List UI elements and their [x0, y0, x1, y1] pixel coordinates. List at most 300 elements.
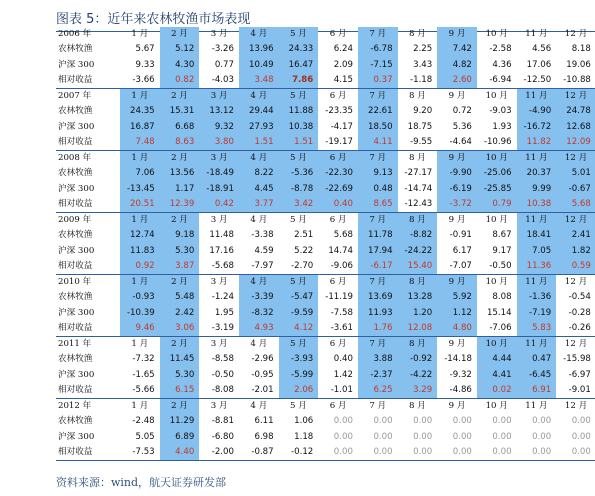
month-header: 10 月	[485, 277, 508, 287]
data-cell: 16.87	[120, 120, 160, 135]
row-label: 相对收益	[58, 260, 93, 271]
data-cell: 12.74	[120, 228, 160, 243]
data-cell: 6.68	[160, 120, 200, 135]
data-cell: -2.58	[489, 44, 512, 55]
data-cell: -1.18	[410, 74, 433, 85]
table-row	[56, 445, 595, 460]
table-row	[56, 306, 595, 321]
data-cell: 11.93	[358, 306, 398, 321]
data-cell: 5.68	[333, 230, 353, 241]
data-cell: -7.97	[251, 260, 274, 271]
month-header: 8 月	[398, 213, 438, 228]
data-cell: -11.19	[325, 292, 353, 303]
data-cell: 1.06	[294, 416, 314, 427]
month-header: 1 月	[131, 29, 149, 39]
month-header: 1 月	[131, 401, 149, 411]
year-block	[56, 399, 595, 461]
data-cell: 0.00	[413, 446, 433, 457]
month-header: 9 月	[437, 27, 477, 42]
row-label: 农林牧渔	[58, 230, 93, 241]
year-header-row	[56, 89, 595, 104]
data-cell: -2.48	[132, 416, 155, 427]
data-cell: -8.32	[239, 306, 279, 321]
data-cell: -9.32	[449, 369, 472, 380]
data-cell: -24.22	[398, 244, 438, 259]
data-cell: 3.43	[413, 59, 433, 70]
data-cell: 5.22	[294, 245, 314, 256]
month-header: 5 月	[279, 89, 319, 104]
data-cell: -0.92	[398, 352, 438, 367]
data-cell: 5.01	[556, 166, 595, 181]
table-row	[56, 228, 595, 243]
year-header-row	[56, 337, 595, 352]
year-label: 2011 年	[58, 339, 92, 349]
year-label: 2009 年	[58, 215, 92, 225]
table-row	[56, 321, 595, 336]
data-cell: 6.25	[358, 383, 398, 398]
month-header: 11 月	[525, 401, 548, 411]
data-cell: 0.00	[452, 431, 472, 442]
data-cell: 0.00	[413, 431, 433, 442]
data-cell: 4.11	[358, 135, 398, 150]
data-cell: -9.03	[489, 106, 512, 117]
data-cell: 13.69	[358, 290, 398, 305]
data-cell: -4.90	[517, 104, 557, 119]
data-cell: 9.99	[517, 182, 557, 197]
table-row	[56, 290, 595, 305]
data-cell: -9.59	[279, 306, 319, 321]
data-cell: 13.12	[199, 104, 239, 119]
data-cell: 1.20	[398, 306, 438, 321]
data-cell: 0.00	[333, 431, 353, 442]
data-cell: 8.65	[358, 197, 398, 212]
data-cell: 0.42	[199, 197, 239, 212]
month-header: 12 月	[556, 151, 595, 166]
data-cell: 15.31	[160, 104, 200, 119]
data-cell: -4.03	[211, 74, 234, 85]
month-header: 6 月	[329, 215, 347, 225]
month-header: 6 月	[329, 339, 347, 349]
data-cell: 0.47	[517, 352, 557, 367]
data-cell: -7.53	[132, 446, 155, 457]
data-cell: 5.30	[160, 244, 200, 259]
table-row	[56, 120, 595, 135]
data-cell: 0.00	[373, 416, 393, 427]
data-cell: 15.40	[398, 259, 438, 274]
data-cell: -13.45	[120, 182, 160, 197]
data-cell: 2.41	[556, 228, 595, 243]
month-header: 12 月	[564, 277, 588, 287]
data-cell: -10.39	[120, 306, 160, 321]
month-header: 1 月	[120, 89, 160, 104]
row-label: 沪深 300	[58, 431, 95, 442]
year-header-row	[56, 399, 595, 414]
data-cell: -18.49	[199, 166, 239, 181]
data-cell: 0.00	[333, 446, 353, 457]
data-cell: 15.14	[486, 307, 512, 318]
month-header: 5 月	[279, 275, 319, 290]
data-cell: -8.82	[398, 228, 438, 243]
data-cell: 11.88	[279, 104, 319, 119]
year-block	[56, 275, 595, 337]
data-cell: 0.00	[373, 431, 393, 442]
data-cell: 6.17	[452, 245, 472, 256]
month-header: 1 月	[120, 275, 160, 290]
data-cell: 19.06	[566, 59, 591, 70]
data-cell: 10.38	[279, 120, 319, 135]
month-header: 2 月	[160, 89, 200, 104]
month-header: 6 月	[318, 151, 358, 166]
data-cell: 5.68	[556, 197, 595, 212]
data-cell: -0.50	[489, 260, 512, 271]
data-cell: 0.00	[452, 416, 472, 427]
data-cell: -5.47	[279, 290, 319, 305]
data-cell: 4.80	[437, 321, 477, 336]
month-header: 10 月	[485, 91, 508, 101]
table-row	[56, 197, 595, 212]
year-block	[56, 213, 595, 275]
data-cell: 12.68	[556, 120, 595, 135]
data-cell: -27.17	[404, 168, 433, 179]
row-label: 沪深 300	[58, 59, 95, 70]
data-cell: -2.37	[358, 368, 398, 383]
data-cell: 4.44	[477, 352, 517, 367]
data-cell: 12.39	[160, 197, 200, 212]
data-cell: -22.69	[318, 182, 358, 197]
data-cell: -0.12	[291, 446, 314, 457]
data-cell: 4.30	[160, 58, 200, 73]
data-cell: -7.58	[330, 307, 353, 318]
data-cell: 9.13	[358, 166, 398, 181]
data-cell: -6.94	[489, 74, 512, 85]
data-cell: 3.87	[160, 259, 200, 274]
data-cell: 3.06	[160, 321, 200, 336]
data-cell: 4.59	[254, 245, 274, 256]
row-label: 沪深 300	[58, 121, 95, 132]
data-cell: 1.82	[556, 244, 595, 259]
data-cell: 1.42	[333, 369, 353, 380]
month-header: 5 月	[279, 27, 319, 42]
data-cell: -3.66	[132, 74, 155, 85]
data-cell: -18.91	[199, 182, 239, 197]
data-cell: 0.00	[333, 416, 353, 427]
data-cell: -9.55	[410, 136, 433, 147]
data-cell: 7.06	[120, 166, 160, 181]
month-header: 1 月	[120, 151, 160, 166]
table-row	[56, 244, 595, 259]
data-cell: 3.48	[239, 73, 279, 88]
data-cell: -3.61	[330, 322, 353, 333]
data-cell: 10.49	[239, 58, 279, 73]
year-block	[56, 151, 595, 213]
year-header-row	[56, 213, 595, 228]
data-cell: 20.51	[120, 197, 160, 212]
data-cell: -0.93	[120, 290, 160, 305]
data-cell: 11.36	[517, 259, 557, 274]
data-cell: 1.18	[294, 431, 314, 442]
data-cell: -8.08	[211, 384, 234, 395]
month-header: 11 月	[517, 275, 557, 290]
data-cell: 5.12	[160, 42, 200, 57]
data-cell: 0.82	[160, 73, 200, 88]
data-cell: -2.96	[251, 354, 274, 365]
data-cell: 2.51	[294, 230, 314, 241]
month-header: 2 月	[160, 275, 200, 290]
data-cell: 11.45	[160, 352, 200, 367]
data-cell: -9.90	[437, 166, 477, 181]
data-cell: 7.86	[279, 73, 319, 88]
data-cell: 0.40	[333, 354, 353, 365]
month-header: 5 月	[290, 401, 307, 411]
month-header: 11 月	[517, 213, 557, 228]
year-block	[56, 337, 595, 399]
data-cell: 6.89	[160, 430, 200, 445]
data-cell: -23.35	[325, 106, 353, 117]
month-header: 12 月	[556, 213, 595, 228]
row-label: 沪深 300	[58, 307, 95, 318]
data-cell: 0.40	[318, 197, 358, 212]
month-header: 3 月	[210, 215, 228, 225]
data-cell: 0.02	[477, 383, 517, 398]
data-cell: 0.00	[532, 431, 552, 442]
data-cell: -7.19	[517, 306, 557, 321]
month-header: 11 月	[517, 337, 557, 352]
data-cell: -12.50	[523, 74, 552, 85]
table-row	[56, 58, 595, 73]
month-header: 8 月	[409, 91, 426, 101]
data-cell: -8.58	[211, 354, 234, 365]
data-cell: 6.15	[160, 383, 200, 398]
data-cell: -0.95	[251, 369, 274, 380]
data-cell: 12.08	[398, 321, 438, 336]
data-cell: -14.74	[404, 183, 433, 194]
data-cell: 8.22	[239, 166, 279, 181]
data-cell: 2.06	[279, 383, 319, 398]
row-label: 农林牧渔	[58, 416, 93, 427]
row-label: 相对收益	[58, 446, 93, 457]
month-header: 9 月	[437, 151, 477, 166]
data-cell: 24.78	[556, 104, 595, 119]
month-header: 9 月	[448, 91, 466, 101]
data-cell: 3.29	[398, 383, 438, 398]
data-cell: -7.32	[132, 354, 155, 365]
month-header: 7 月	[369, 401, 387, 411]
row-label: 沪深 300	[58, 183, 95, 194]
data-cell: -1.36	[517, 290, 557, 305]
data-cell: -2.70	[291, 260, 314, 271]
month-header: 2 月	[160, 337, 200, 352]
data-cell: -6.80	[211, 431, 234, 442]
data-cell: -6.97	[568, 369, 591, 380]
month-header: 6 月	[329, 401, 347, 411]
data-cell: 27.93	[239, 120, 279, 135]
data-cell: -4.86	[449, 384, 472, 395]
data-cell: -22.30	[318, 166, 358, 181]
source-note: 资料来源：wind，航天证券研发部	[56, 476, 227, 489]
row-label: 农林牧渔	[58, 106, 93, 117]
data-cell: 6.98	[254, 431, 274, 442]
data-cell: -3.93	[279, 352, 319, 367]
data-cell: -3.38	[251, 230, 274, 241]
data-cell: 4.36	[492, 59, 512, 70]
data-cell: 17.06	[526, 59, 552, 70]
row-label: 相对收益	[58, 136, 93, 147]
month-header: 3 月	[210, 401, 228, 411]
data-cell: 4.93	[239, 321, 279, 336]
data-cell: 8.08	[492, 292, 512, 303]
data-cell: 5.36	[452, 121, 472, 132]
data-cell: 11.48	[209, 230, 234, 241]
data-cell: 2.42	[160, 306, 200, 321]
data-cell: -14.18	[444, 354, 472, 365]
data-cell: -10.88	[563, 74, 591, 85]
month-header: 7 月	[358, 213, 398, 228]
data-cell: 4.45	[239, 182, 279, 197]
data-cell: 0.37	[358, 73, 398, 88]
data-cell: 22.61	[358, 104, 398, 119]
data-cell: -6.45	[517, 368, 557, 383]
month-header: 7 月	[358, 275, 398, 290]
row-label: 农林牧渔	[58, 168, 93, 179]
table-row	[56, 259, 595, 274]
data-cell: -4.64	[449, 136, 472, 147]
data-cell: 4.56	[532, 44, 552, 55]
data-cell: 9.33	[135, 59, 155, 70]
month-header: 11 月	[525, 29, 548, 39]
month-header: 7 月	[358, 27, 398, 42]
market-performance-table	[56, 27, 595, 461]
data-cell: 13.96	[239, 42, 279, 57]
month-header: 3 月	[210, 277, 228, 287]
data-cell: 3.88	[358, 352, 398, 367]
row-label: 相对收益	[58, 198, 93, 209]
data-cell: 5.83	[517, 321, 557, 336]
month-header: 2 月	[160, 399, 200, 414]
data-cell: 29.44	[239, 104, 279, 119]
month-header: 10 月	[477, 151, 517, 166]
data-cell: 11.78	[358, 228, 398, 243]
figure-title: 图表 5：近年来农林牧渔市场表现	[56, 8, 595, 32]
month-header: 12 月	[564, 339, 588, 349]
data-cell: 5.05	[135, 431, 155, 442]
data-cell: 0.77	[214, 59, 234, 70]
data-cell: -16.72	[517, 120, 557, 135]
data-cell: -19.17	[325, 136, 353, 147]
year-label: 2012 年	[58, 401, 92, 411]
table-row	[56, 73, 595, 88]
data-cell: 1.76	[358, 321, 398, 336]
data-cell: 8.67	[492, 230, 512, 241]
data-cell: -4.22	[398, 368, 438, 383]
month-header: 3 月	[199, 89, 239, 104]
data-cell: 13.28	[398, 290, 438, 305]
data-cell: 2.60	[437, 73, 477, 88]
data-cell: 10.38	[517, 197, 557, 212]
month-header: 9 月	[437, 275, 477, 290]
table-row	[56, 352, 595, 367]
data-cell: 18.50	[358, 120, 398, 135]
row-label: 农林牧渔	[58, 44, 93, 55]
data-cell: 20.37	[517, 166, 557, 181]
data-cell: 0.00	[492, 431, 512, 442]
data-cell: 1.17	[160, 182, 200, 197]
month-header: 6 月	[329, 91, 347, 101]
data-cell: 24.33	[279, 42, 319, 57]
month-header: 3 月	[210, 339, 228, 349]
data-cell: 3.77	[239, 197, 279, 212]
table-row	[56, 135, 595, 150]
data-cell: -0.28	[568, 307, 591, 318]
data-cell: -7.07	[449, 260, 472, 271]
data-cell: 2.09	[333, 59, 353, 70]
data-cell: -15.98	[563, 354, 591, 365]
month-header: 10 月	[485, 401, 508, 411]
data-cell: 7.48	[120, 135, 160, 150]
data-cell: 5.67	[135, 44, 155, 55]
data-cell: 0.00	[571, 416, 591, 427]
data-cell: 5.92	[437, 290, 477, 305]
data-cell: 0.00	[452, 446, 472, 457]
data-cell: 11.83	[120, 244, 160, 259]
month-header: 2 月	[160, 213, 200, 228]
data-cell: 18.41	[517, 228, 557, 243]
data-cell: -9.01	[568, 384, 591, 395]
table-row	[56, 383, 595, 398]
data-cell: 11.29	[160, 414, 200, 429]
data-cell: 4.15	[333, 74, 353, 85]
data-cell: 0.00	[373, 446, 393, 457]
data-cell: -12.43	[404, 198, 433, 209]
data-cell: -5.36	[279, 166, 319, 181]
table-row	[56, 104, 595, 119]
table-row	[56, 368, 595, 383]
month-header: 11 月	[517, 151, 557, 166]
data-cell: -25.85	[477, 182, 517, 197]
month-header: 8 月	[398, 275, 438, 290]
month-header: 5 月	[290, 215, 307, 225]
data-cell: 11.82	[517, 135, 557, 150]
data-cell: 4.41	[477, 368, 517, 383]
data-cell: 6.91	[517, 383, 557, 398]
data-cell: -8.78	[279, 182, 319, 197]
month-header: 7 月	[358, 89, 398, 104]
data-cell: -3.72	[437, 197, 477, 212]
data-cell: 0.00	[532, 416, 552, 427]
data-cell: -2.01	[251, 384, 274, 395]
data-cell: 16.47	[279, 58, 319, 73]
data-cell: 9.46	[120, 321, 160, 336]
data-cell: 18.75	[407, 121, 433, 132]
month-header: 8 月	[409, 153, 426, 163]
month-header: 4 月	[239, 151, 279, 166]
data-cell: 2.25	[413, 44, 433, 55]
table-row	[56, 42, 595, 57]
data-cell: -5.68	[211, 260, 234, 271]
data-cell: 0.59	[556, 259, 595, 274]
row-label: 相对收益	[58, 322, 93, 333]
data-cell: 4.40	[160, 445, 200, 460]
table-row	[56, 166, 595, 181]
year-header-row	[56, 27, 595, 42]
data-cell: 0.00	[413, 416, 433, 427]
data-cell: -5.99	[279, 368, 319, 383]
data-cell: -0.54	[568, 292, 591, 303]
data-cell: -1.65	[132, 369, 155, 380]
data-cell: -6.78	[358, 42, 398, 57]
data-cell: 14.74	[328, 245, 353, 256]
data-cell: -10.96	[483, 136, 512, 147]
month-header: 11 月	[517, 89, 557, 104]
